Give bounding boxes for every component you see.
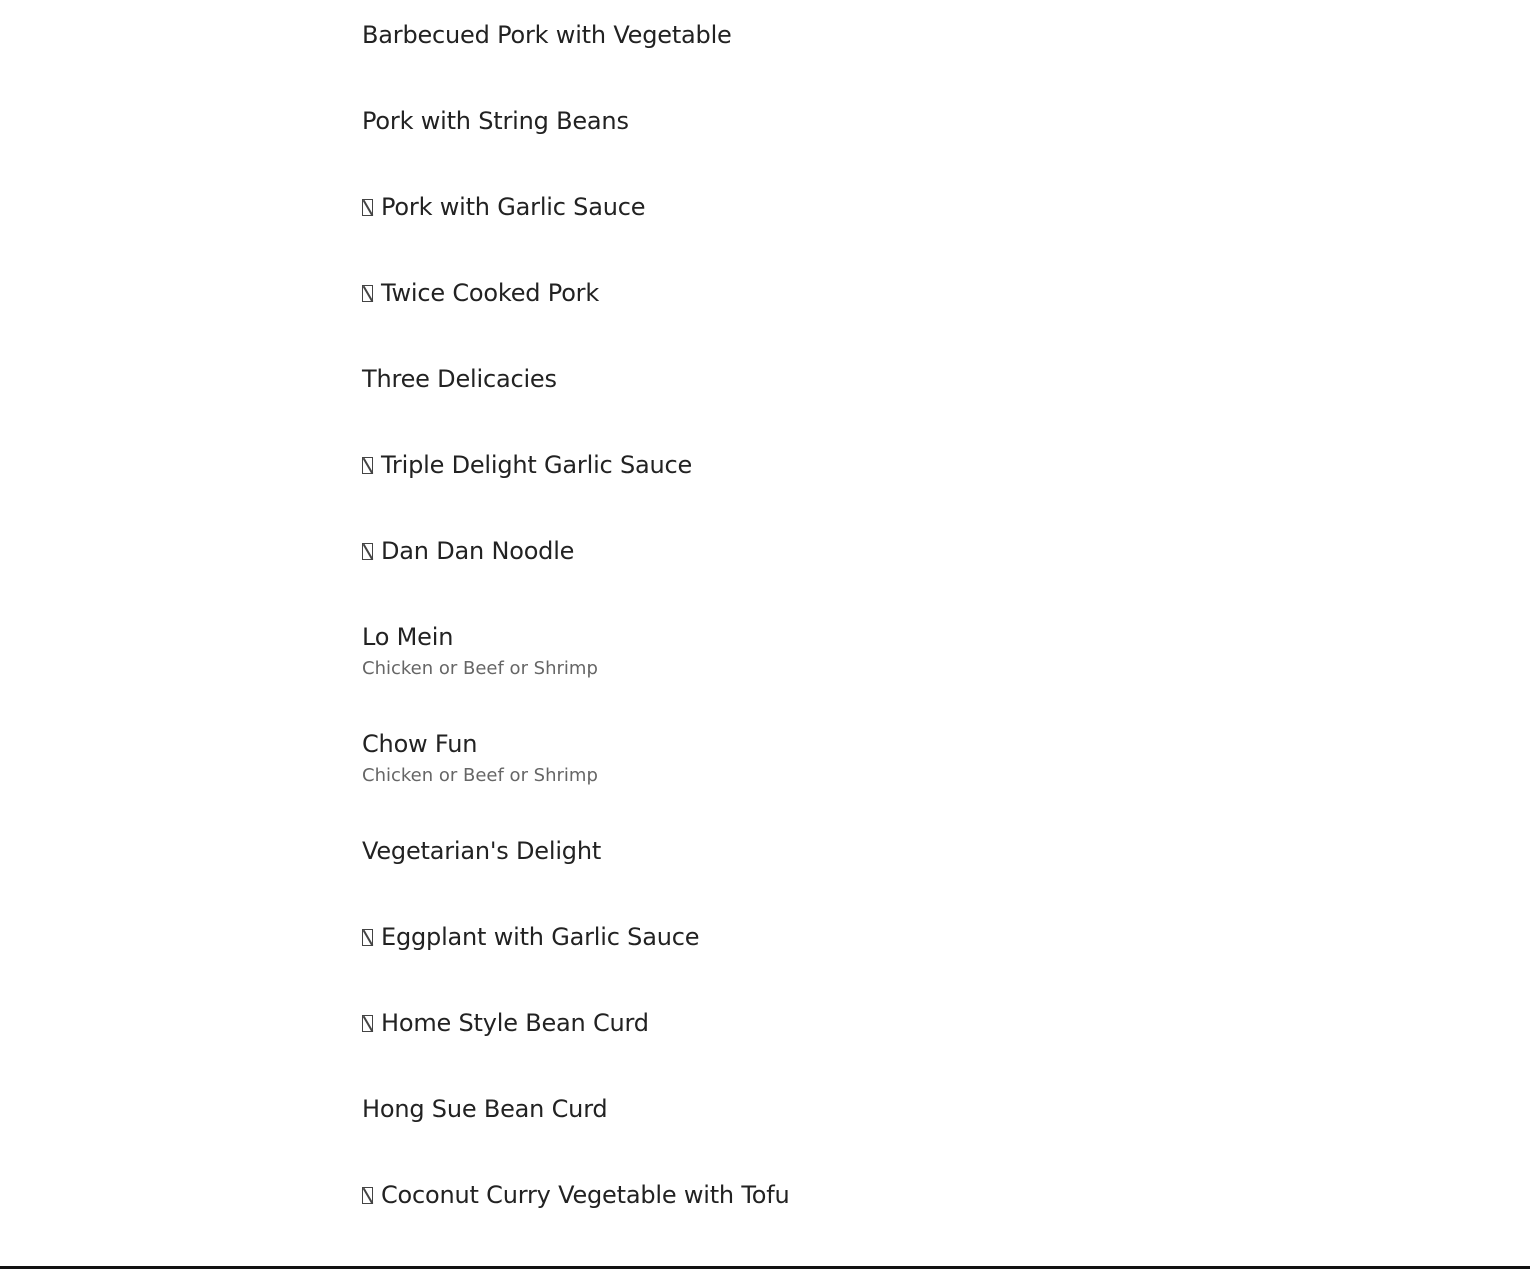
menu-item-name: Twice Cooked Pork [381,279,600,307]
menu-item[interactable] [362,816,1262,902]
menu-item[interactable] [362,709,1262,816]
menu-item[interactable] [362,1160,1262,1246]
spicy-icon [362,457,373,474]
menu-item[interactable] [362,172,1262,258]
menu-item[interactable] [362,602,1262,709]
menu-item-name: Barbecued Pork with Vegetable [362,21,732,49]
menu-item-name: Vegetarian's Delight [362,837,602,865]
menu-item[interactable] [362,988,1262,1074]
menu-item-name: Chow Fun [362,730,478,758]
menu-item-name: Lo Mein [362,623,454,651]
menu-list [362,0,1262,1246]
spicy-icon [362,543,373,560]
spicy-icon [362,1187,373,1204]
menu-item-name: Eggplant with Garlic Sauce [381,923,700,951]
menu-item[interactable] [362,516,1262,602]
spicy-icon [362,199,373,216]
menu-item-name: Home Style Bean Curd [381,1009,649,1037]
menu-item[interactable] [362,1074,1262,1160]
menu-item[interactable] [362,344,1262,430]
menu-item-description: Chicken or Beef or Shrimp [362,765,598,786]
menu-item-name: Three Delicacies [362,365,557,393]
menu-item-name: Coconut Curry Vegetable with Tofu [381,1181,790,1209]
spicy-icon [362,285,373,302]
menu-item[interactable] [362,86,1262,172]
menu-item-name: Hong Sue Bean Curd [362,1095,608,1123]
menu-item[interactable] [362,258,1262,344]
menu-item[interactable] [362,902,1262,988]
menu-item[interactable] [362,0,1262,86]
menu-item-description: Chicken or Beef or Shrimp [362,658,598,679]
spicy-icon [362,1015,373,1032]
menu-item-name: Triple Delight Garlic Sauce [381,451,693,479]
menu-item-name: Pork with String Beans [362,107,629,135]
spicy-icon [362,929,373,946]
menu-item-name: Dan Dan Noodle [381,537,575,565]
menu-item-name: Pork with Garlic Sauce [381,193,646,221]
menu-item[interactable] [362,430,1262,516]
